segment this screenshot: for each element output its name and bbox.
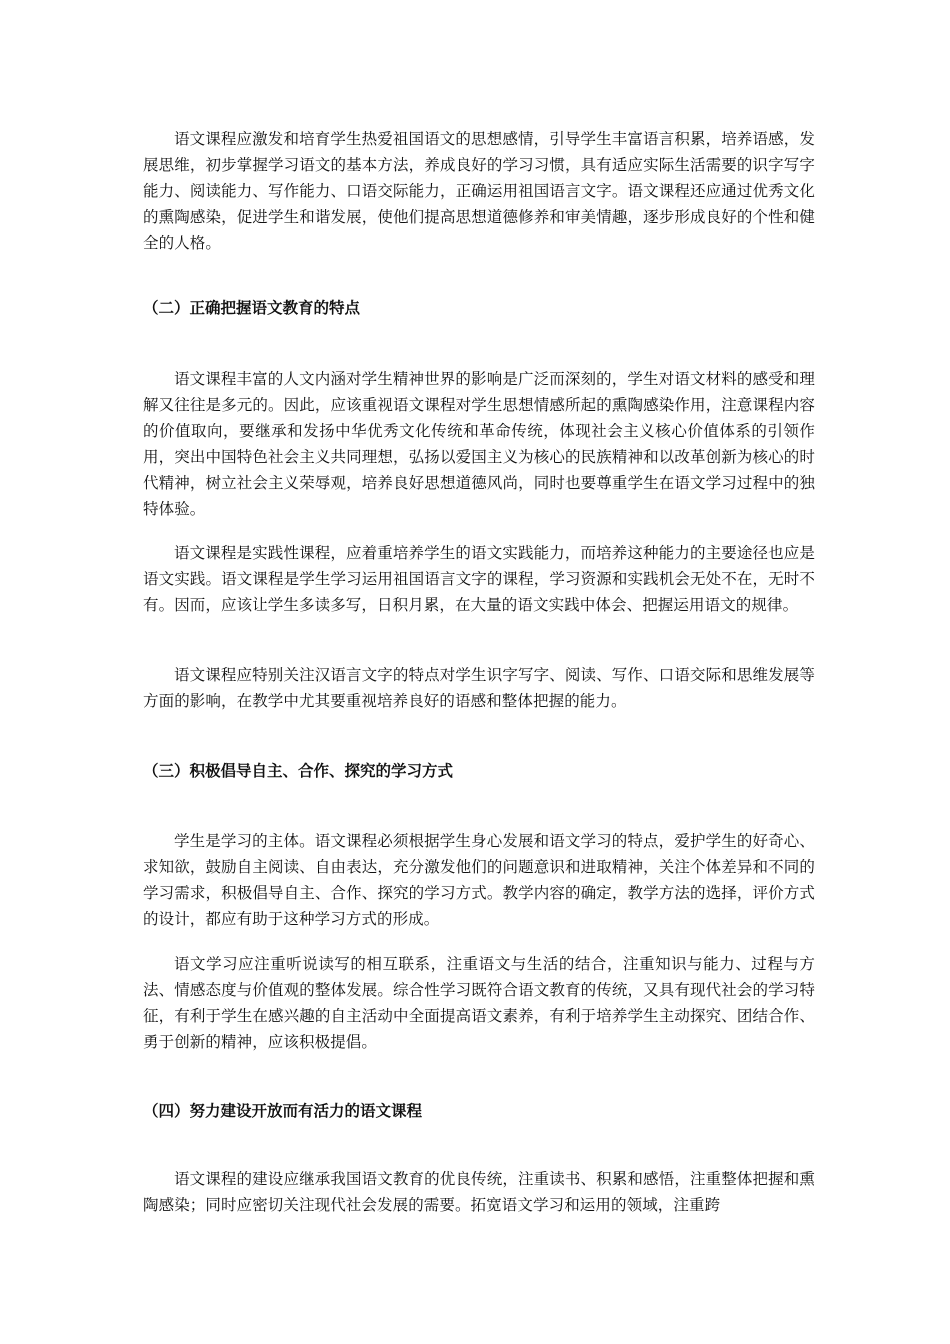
section-3-heading-block xyxy=(143,758,815,784)
paragraph-4-block xyxy=(143,662,815,714)
paragraph-2: 语文课程丰富的人文内涵对学生精神世界的影响是广泛而深刻的，学生对语文材料的感受和理解又往往是多元的。因此，应该重视语文课程对学生思想情感所起的熏陶感染作用，注意课程内容的价值取向，要继承和发扬中华优秀文化传统和革命传统，体现社会主义核心价值体系的引领作用，突出中国特色社会主义共同理想，弘扬以爱国主义为核心的民族精神和以改革创新为核心的时代精神，树立社会主义荣辱观，培养良好思想道德风尚，同时也要尊重学生在语文学习过程中的独特体验。 xyxy=(143,370,815,518)
paragraph-1: 语文课程应激发和培育学生热爱祖国语文的思想感情，引导学生丰富语言积累，培养语感，发展思维，初步掌握学习语文的基本方法，养成良好的学习习惯，具有适应实际生活需要的识字写字能力、阅读能力、写作能力、口语交际能力，正确运用祖国语言文字。语文课程还应通过优秀文化的熏陶感染，促进学生和谐发展，使他们提高思想道德修养和审美情趣，逐步形成良好的个性和健全的人格。 xyxy=(143,130,815,252)
paragraph-7-block xyxy=(143,1166,815,1218)
paragraph-5: 学生是学习的主体。语文课程必须根据学生身心发展和语文学习的特点，爱护学生的好奇心、求知欲，鼓励自主阅读、自由表达，充分激发他们的问题意识和进取精神，关注个体差异和不同的学习需求，积极倡导自主、合作、探究的学习方式。教学内容的确定，教学方法的选择，评价方式的设计，都应有助于这种学习方式的形成。 xyxy=(143,832,815,928)
section-4-heading-block xyxy=(143,1098,815,1124)
paragraph-3-block xyxy=(143,540,815,618)
paragraph-4: 语文课程应特别关注汉语言文字的特点对学生识字写字、阅读、写作、口语交际和思维发展等方面的影响，在教学中尤其要重视培养良好的语感和整体把握的能力。 xyxy=(143,666,815,710)
section-2-heading: （二）正确把握语文教育的特点 xyxy=(143,299,361,317)
paragraph-7: 语文课程的建设应继承我国语文教育的优良传统，注重读书、积累和感悟，注重整体把握和熏陶感染；同时应密切关注现代社会发展的需要。拓宽语文学习和运用的领域，注重跨 xyxy=(143,1170,815,1214)
paragraph-2-block xyxy=(143,366,815,522)
paragraph-5-block xyxy=(143,828,815,932)
section-4-heading: （四）努力建设开放而有活力的语文课程 xyxy=(143,1102,423,1120)
section-3-heading: （三）积极倡导自主、合作、探究的学习方式 xyxy=(143,762,454,780)
paragraph-3: 语文课程是实践性课程，应着重培养学生的语文实践能力，而培养这种能力的主要途径也应是语文实践。语文课程是学生学习运用祖国语言文字的课程，学习资源和实践机会无处不在，无时不有。因而，应该让学生多读多写，日积月累，在大量的语文实践中体会、把握运用语文的规律。 xyxy=(143,544,815,614)
paragraph-6-block xyxy=(143,951,815,1055)
section-2-heading-block xyxy=(143,295,815,321)
paragraph-6: 语文学习应注重听说读写的相互联系，注重语文与生活的结合，注重知识与能力、过程与方法、情感态度与价值观的整体发展。综合性学习既符合语文教育的传统，又具有现代社会的学习特征，有利于学生在感兴趣的自主活动中全面提高语文素养，有利于培养学生主动探究、团结合作、勇于创新的精神，应该积极提倡。 xyxy=(143,955,815,1051)
paragraph-1-block xyxy=(143,126,815,256)
